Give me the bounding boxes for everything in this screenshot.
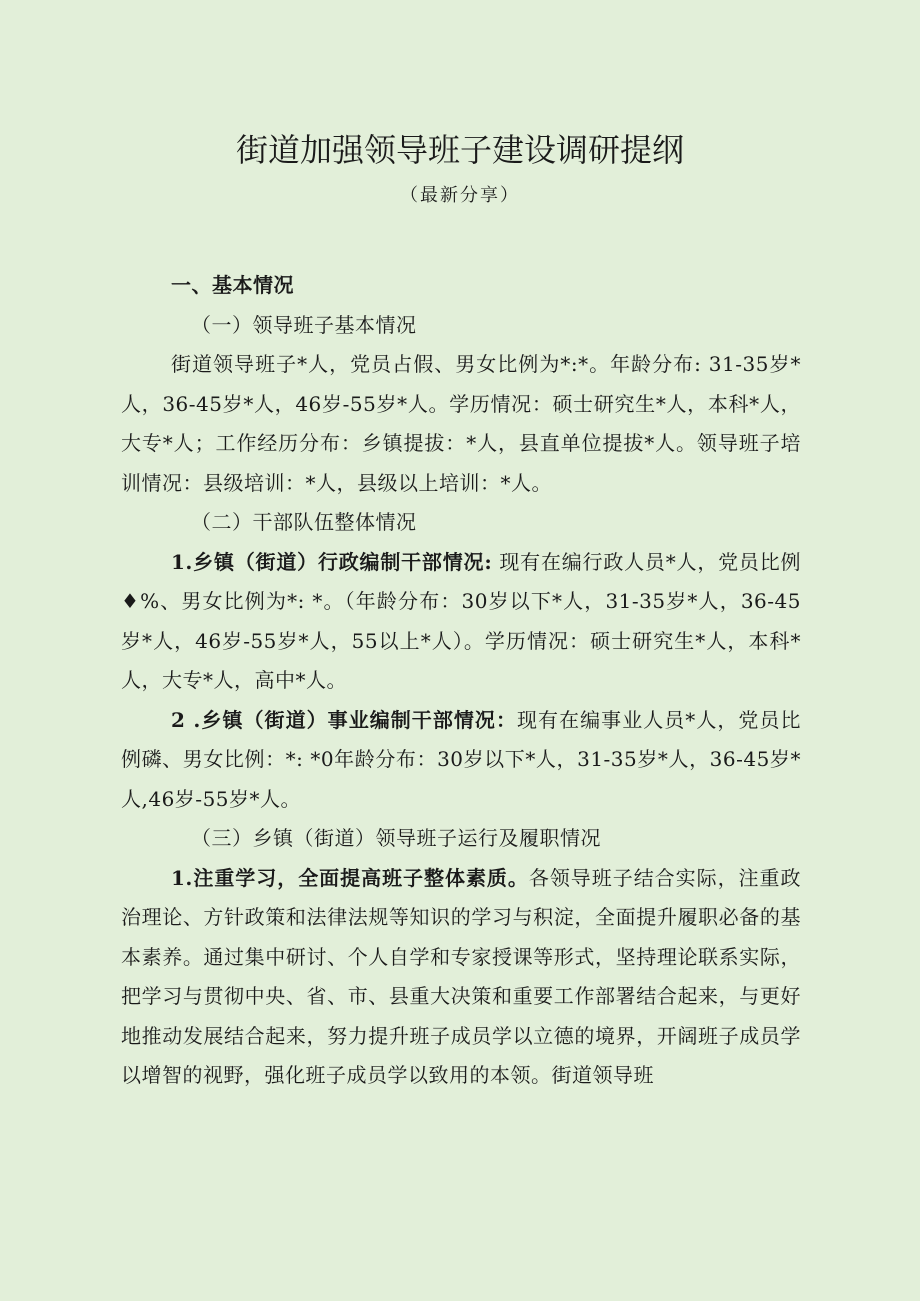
subsection-heading-leadership: （一）领导班子基本情况 — [191, 312, 417, 337]
section-heading-basic-situation: 一、基本情况 — [171, 273, 294, 297]
item-text-institutional: 现有在编事业人员*人，党员比例磷、男女比例：*: *0年龄分布：30岁以下*人，31-35岁*人，36-45岁*人,46岁-55岁*人。 — [121, 707, 802, 811]
subsection-heading-cadres: （二）干部队伍整体情况 — [191, 510, 417, 534]
paragraph-leadership-stats: 街道领导班子*人，党员占假、男女比例为*:*。年龄分布: 31-35岁*人，36-45岁*人，46岁-55岁*人。学历情况：硕士研究生*人，本科*人，大专*人；工作经历分布：乡镇提拔：*人，县直单位提拔*人。领导班子培训情况：县级培训：*人，县级以上培训：*人。 — [121, 352, 801, 495]
document-title: 街道加强领导班子建设调研提纲 — [235, 131, 684, 169]
item-label-institutional: 2 .乡镇（街道）事业编制干部情况： — [171, 707, 517, 732]
item-label-administrative: 1.乡镇（街道）行政编制干部情况: — [171, 549, 493, 574]
paragraph-study — [121, 859, 801, 1096]
item-text-administrative: 现有在编行政人员*人，党员比例♦%、男女比例为*: *。（年龄分布：30岁以下*人，31-35岁*人，36-45岁*人，46岁-55岁*人，55以上*人）。学历情况：硕士研究生*人，本科*人，大专*人，高中*人。 — [121, 549, 801, 692]
item-label-study: 1.注重学习，全面提高班子整体素质。 — [171, 865, 529, 890]
document-subtitle: （最新分享） — [400, 185, 520, 206]
paragraph-institutional-cadres — [121, 701, 801, 820]
item-text-study: 各领导班子结合实际，注重政治理论、方针政策和法律法规等知识的学习与积淀，全面提升履职必备的基本素养。通过集中研讨、个人自学和专家授课等形式，坚持理论联系实际，把学习与贯彻中央、省、市、县重大决策和重要工作部署结合起来，与更好地推动发展结合起来，努力提升班子成员学以立德的境界，开阔班子成员学以增智的视野，强化班子成员学以致用的本领。街道领导班 — [121, 865, 801, 1087]
paragraph-administrative-cadres — [121, 543, 801, 701]
subsection-heading-operation: （三）乡镇（街道）领导班子运行及履职情况 — [191, 826, 601, 850]
document-body — [121, 266, 801, 1096]
